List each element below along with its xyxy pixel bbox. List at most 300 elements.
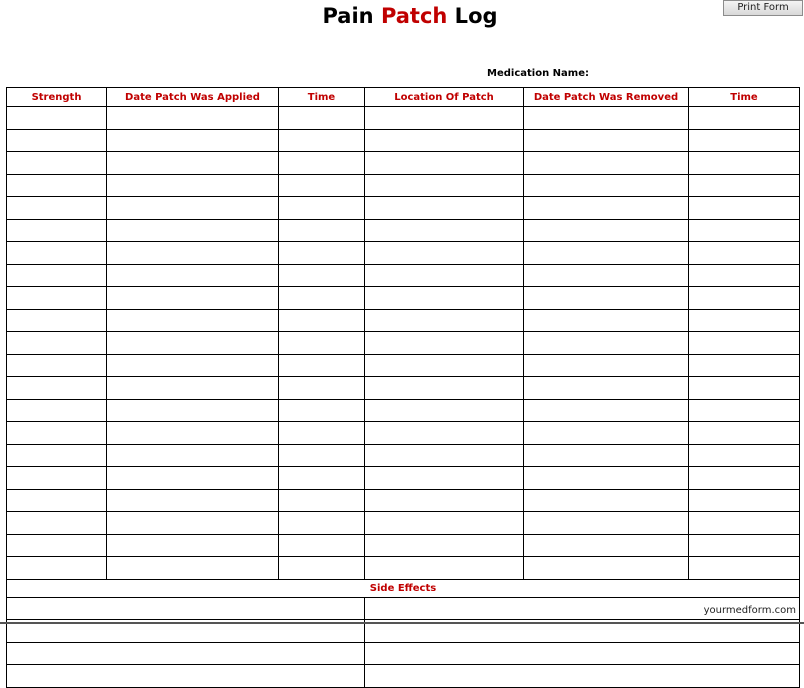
cell-date-applied: [107, 557, 279, 580]
side-effect-input[interactable]: [7, 646, 364, 664]
strength-input[interactable]: [7, 471, 106, 489]
date-applied-input[interactable]: [107, 268, 278, 286]
cell-date-applied: [107, 287, 279, 310]
time-applied-input[interactable]: [279, 133, 364, 151]
date-applied-input[interactable]: [107, 516, 278, 534]
cell-strength: [7, 129, 107, 152]
side-effect-input[interactable]: [365, 624, 799, 642]
cell-time-applied: [279, 197, 365, 220]
time-applied-input[interactable]: [279, 223, 364, 241]
date-removed-input[interactable]: [524, 516, 688, 534]
cell-strength: [7, 512, 107, 535]
strength-input[interactable]: [7, 156, 106, 174]
table-row: [7, 107, 800, 130]
date-applied-input[interactable]: [107, 201, 278, 219]
cell-time-applied: [279, 309, 365, 332]
cell-date-applied: [107, 467, 279, 490]
cell-date-removed: [524, 512, 689, 535]
cell-date-applied: [107, 489, 279, 512]
cell-strength: [7, 444, 107, 467]
location-input[interactable]: [365, 493, 523, 511]
date-applied-input[interactable]: [107, 403, 278, 421]
title-part-1: Pain: [322, 4, 381, 28]
location-input[interactable]: [365, 516, 523, 534]
side-effect-cell-right: [365, 642, 800, 665]
date-removed-input[interactable]: [524, 471, 688, 489]
location-input[interactable]: [365, 223, 523, 241]
time-applied-input[interactable]: [279, 201, 364, 219]
date-applied-input[interactable]: [107, 313, 278, 331]
cell-location: [365, 264, 524, 287]
cell-strength: [7, 264, 107, 287]
cell-location: [365, 422, 524, 445]
cell-time-applied: [279, 174, 365, 197]
date-removed-input[interactable]: [524, 156, 688, 174]
date-applied-input[interactable]: [107, 291, 278, 309]
side-effect-input[interactable]: [365, 646, 799, 664]
strength-input[interactable]: [7, 313, 106, 331]
cell-time-applied: [279, 107, 365, 130]
bottom-divider: [0, 622, 804, 624]
strength-input[interactable]: [7, 246, 106, 264]
side-effect-cell-left: [7, 642, 365, 665]
cell-time-removed: [689, 557, 800, 580]
cell-location: [365, 467, 524, 490]
cell-strength: [7, 467, 107, 490]
table-row: [7, 197, 800, 220]
time-removed-input[interactable]: [689, 516, 799, 534]
cell-strength: [7, 219, 107, 242]
table-row: [7, 129, 800, 152]
location-input[interactable]: [365, 358, 523, 376]
cell-location: [365, 557, 524, 580]
cell-time-applied: [279, 129, 365, 152]
date-removed-input[interactable]: [524, 448, 688, 466]
date-removed-input[interactable]: [524, 313, 688, 331]
time-removed-input[interactable]: [689, 381, 799, 399]
strength-input[interactable]: [7, 291, 106, 309]
time-removed-input[interactable]: [689, 156, 799, 174]
table-row: [7, 489, 800, 512]
cell-time-applied: [279, 557, 365, 580]
date-applied-input[interactable]: [107, 561, 278, 579]
cell-time-removed: [689, 354, 800, 377]
location-input[interactable]: [365, 201, 523, 219]
date-removed-input[interactable]: [524, 538, 688, 556]
cell-date-removed: [524, 264, 689, 287]
side-effect-input[interactable]: [7, 601, 364, 619]
date-applied-input[interactable]: [107, 336, 278, 354]
location-input[interactable]: [365, 156, 523, 174]
cell-location: [365, 107, 524, 130]
cell-time-removed: [689, 129, 800, 152]
cell-time-removed: [689, 174, 800, 197]
cell-date-applied: [107, 377, 279, 400]
col-header-date-removed: Date Patch Was Removed: [524, 88, 689, 107]
cell-strength: [7, 197, 107, 220]
time-removed-input[interactable]: [689, 201, 799, 219]
table-row: [7, 444, 800, 467]
strength-input[interactable]: [7, 178, 106, 196]
time-removed-input[interactable]: [689, 448, 799, 466]
time-removed-input[interactable]: [689, 493, 799, 511]
table-row: [7, 219, 800, 242]
strength-input[interactable]: [7, 336, 106, 354]
time-applied-input[interactable]: [279, 313, 364, 331]
time-applied-input[interactable]: [279, 111, 364, 129]
cell-date-applied: [107, 444, 279, 467]
location-input[interactable]: [365, 133, 523, 151]
date-applied-input[interactable]: [107, 493, 278, 511]
location-input[interactable]: [365, 291, 523, 309]
cell-date-removed: [524, 489, 689, 512]
cell-time-applied: [279, 377, 365, 400]
location-input[interactable]: [365, 561, 523, 579]
time-applied-input[interactable]: [279, 516, 364, 534]
title-part-2: Patch: [380, 4, 448, 28]
cell-time-removed: [689, 489, 800, 512]
date-removed-input[interactable]: [524, 291, 688, 309]
cell-time-applied: [279, 264, 365, 287]
cell-time-removed: [689, 219, 800, 242]
location-input[interactable]: [365, 336, 523, 354]
date-applied-input[interactable]: [107, 471, 278, 489]
cell-date-removed: [524, 152, 689, 175]
strength-input[interactable]: [7, 381, 106, 399]
cell-date-removed: [524, 332, 689, 355]
date-removed-input[interactable]: [524, 336, 688, 354]
strength-input[interactable]: [7, 201, 106, 219]
side-effect-input[interactable]: [7, 669, 364, 687]
cell-strength: [7, 534, 107, 557]
time-removed-input[interactable]: [689, 403, 799, 421]
date-removed-input[interactable]: [524, 223, 688, 241]
cell-date-removed: [524, 197, 689, 220]
cell-date-applied: [107, 512, 279, 535]
cell-strength: [7, 332, 107, 355]
cell-location: [365, 354, 524, 377]
strength-input[interactable]: [7, 426, 106, 444]
cell-time-removed: [689, 512, 800, 535]
cell-location: [365, 489, 524, 512]
cell-location: [365, 332, 524, 355]
cell-date-applied: [107, 264, 279, 287]
side-effect-cell-left: [7, 597, 365, 620]
cell-date-applied: [107, 107, 279, 130]
time-applied-input[interactable]: [279, 291, 364, 309]
cell-date-applied: [107, 534, 279, 557]
col-header-date-applied: Date Patch Was Applied: [107, 88, 279, 107]
cell-time-removed: [689, 152, 800, 175]
cell-time-applied: [279, 219, 365, 242]
time-removed-input[interactable]: [689, 111, 799, 129]
time-removed-input[interactable]: [689, 358, 799, 376]
time-removed-input[interactable]: [689, 426, 799, 444]
cell-strength: [7, 174, 107, 197]
time-applied-input[interactable]: [279, 268, 364, 286]
table-row: [7, 422, 800, 445]
date-applied-input[interactable]: [107, 448, 278, 466]
side-effects-section: [7, 579, 800, 687]
date-removed-input[interactable]: [524, 561, 688, 579]
location-input[interactable]: [365, 426, 523, 444]
cell-date-applied: [107, 219, 279, 242]
date-removed-input[interactable]: [524, 133, 688, 151]
table-row: [7, 354, 800, 377]
medication-name-label: Medication Name:: [487, 68, 589, 79]
date-applied-input[interactable]: [107, 111, 278, 129]
cell-time-applied: [279, 444, 365, 467]
date-removed-input[interactable]: [524, 493, 688, 511]
time-applied-input[interactable]: [279, 471, 364, 489]
strength-input[interactable]: [7, 223, 106, 241]
cell-time-removed: [689, 309, 800, 332]
side-effect-input[interactable]: [365, 669, 799, 687]
cell-date-removed: [524, 557, 689, 580]
cell-location: [365, 152, 524, 175]
cell-strength: [7, 557, 107, 580]
time-removed-input[interactable]: [689, 133, 799, 151]
date-applied-input[interactable]: [107, 223, 278, 241]
time-applied-input[interactable]: [279, 381, 364, 399]
cell-date-removed: [524, 467, 689, 490]
cell-strength: [7, 309, 107, 332]
date-applied-input[interactable]: [107, 156, 278, 174]
cell-time-applied: [279, 399, 365, 422]
cell-location: [365, 534, 524, 557]
log-body: [7, 107, 800, 580]
date-applied-input[interactable]: [107, 426, 278, 444]
time-removed-input[interactable]: [689, 471, 799, 489]
table-row: [7, 264, 800, 287]
time-applied-input[interactable]: [279, 561, 364, 579]
cell-time-applied: [279, 354, 365, 377]
date-removed-input[interactable]: [524, 426, 688, 444]
cell-strength: [7, 242, 107, 265]
strength-input[interactable]: [7, 358, 106, 376]
strength-input[interactable]: [7, 538, 106, 556]
cell-date-removed: [524, 242, 689, 265]
cell-time-removed: [689, 242, 800, 265]
col-header-time-removed: Time: [689, 88, 800, 107]
cell-location: [365, 377, 524, 400]
table-row: [7, 399, 800, 422]
date-removed-input[interactable]: [524, 268, 688, 286]
time-applied-input[interactable]: [279, 448, 364, 466]
cell-location: [365, 197, 524, 220]
medication-name-input[interactable]: [590, 66, 790, 81]
cell-time-removed: [689, 422, 800, 445]
side-effect-input[interactable]: [7, 624, 364, 642]
time-applied-input[interactable]: [279, 178, 364, 196]
time-removed-input[interactable]: [689, 178, 799, 196]
cell-location: [365, 129, 524, 152]
time-removed-input[interactable]: [689, 291, 799, 309]
cell-date-removed: [524, 354, 689, 377]
cell-time-applied: [279, 152, 365, 175]
table-row: [7, 152, 800, 175]
time-applied-input[interactable]: [279, 403, 364, 421]
side-effects-title-row: [7, 579, 800, 597]
cell-time-removed: [689, 399, 800, 422]
strength-input[interactable]: [7, 111, 106, 129]
strength-input[interactable]: [7, 448, 106, 466]
date-applied-input[interactable]: [107, 133, 278, 151]
cell-time-applied: [279, 489, 365, 512]
location-input[interactable]: [365, 538, 523, 556]
cell-location: [365, 242, 524, 265]
location-input[interactable]: [365, 313, 523, 331]
cell-strength: [7, 489, 107, 512]
strength-input[interactable]: [7, 133, 106, 151]
time-applied-input[interactable]: [279, 246, 364, 264]
table-row: [7, 242, 800, 265]
cell-strength: [7, 399, 107, 422]
cell-strength: [7, 377, 107, 400]
cell-date-applied: [107, 174, 279, 197]
date-removed-input[interactable]: [524, 381, 688, 399]
strength-input[interactable]: [7, 403, 106, 421]
cell-time-removed: [689, 534, 800, 557]
side-effects-label: Side Effects: [7, 579, 800, 597]
page-title: [0, 4, 804, 28]
cell-strength: [7, 107, 107, 130]
strength-input[interactable]: [7, 561, 106, 579]
time-applied-input[interactable]: [279, 538, 364, 556]
cell-time-applied: [279, 242, 365, 265]
cell-date-removed: [524, 174, 689, 197]
strength-input[interactable]: [7, 268, 106, 286]
cell-date-applied: [107, 399, 279, 422]
table-row: [7, 287, 800, 310]
cell-time-applied: [279, 512, 365, 535]
cell-date-applied: [107, 422, 279, 445]
cell-time-removed: [689, 444, 800, 467]
time-applied-input[interactable]: [279, 156, 364, 174]
print-form-button[interactable]: Print Form: [723, 0, 803, 16]
strength-input[interactable]: [7, 516, 106, 534]
table-row: [7, 309, 800, 332]
table-row: [7, 377, 800, 400]
table-row: [7, 174, 800, 197]
time-applied-input[interactable]: [279, 426, 364, 444]
cell-time-applied: [279, 332, 365, 355]
time-applied-input[interactable]: [279, 336, 364, 354]
cell-location: [365, 444, 524, 467]
cell-time-removed: [689, 264, 800, 287]
cell-date-applied: [107, 332, 279, 355]
cell-date-removed: [524, 422, 689, 445]
time-removed-input[interactable]: [689, 538, 799, 556]
time-applied-input[interactable]: [279, 358, 364, 376]
time-removed-input[interactable]: [689, 268, 799, 286]
side-effects-row: [7, 665, 800, 688]
cell-time-applied: [279, 467, 365, 490]
time-applied-input[interactable]: [279, 493, 364, 511]
col-header-location: Location Of Patch: [365, 88, 524, 107]
location-input[interactable]: [365, 448, 523, 466]
time-removed-input[interactable]: [689, 223, 799, 241]
cell-date-removed: [524, 444, 689, 467]
date-applied-input[interactable]: [107, 381, 278, 399]
cell-time-removed: [689, 377, 800, 400]
cell-date-removed: [524, 377, 689, 400]
cell-time-applied: [279, 422, 365, 445]
date-removed-input[interactable]: [524, 246, 688, 264]
date-applied-input[interactable]: [107, 538, 278, 556]
cell-date-removed: [524, 534, 689, 557]
col-header-strength: Strength: [7, 88, 107, 107]
cell-date-applied: [107, 129, 279, 152]
date-applied-input[interactable]: [107, 358, 278, 376]
cell-time-removed: [689, 332, 800, 355]
table-row: [7, 332, 800, 355]
table-row: [7, 512, 800, 535]
location-input[interactable]: [365, 111, 523, 129]
cell-time-removed: [689, 197, 800, 220]
cell-strength: [7, 422, 107, 445]
footer-website: yourmedform.com: [703, 605, 796, 616]
cell-strength: [7, 152, 107, 175]
table-row: [7, 557, 800, 580]
cell-date-removed: [524, 129, 689, 152]
cell-strength: [7, 287, 107, 310]
cell-date-removed: [524, 219, 689, 242]
side-effect-cell-left: [7, 665, 365, 688]
strength-input[interactable]: [7, 493, 106, 511]
date-applied-input[interactable]: [107, 246, 278, 264]
date-removed-input[interactable]: [524, 201, 688, 219]
cell-time-applied: [279, 534, 365, 557]
cell-date-applied: [107, 242, 279, 265]
table-row: [7, 534, 800, 557]
cell-date-removed: [524, 287, 689, 310]
side-effect-cell-right: [365, 665, 800, 688]
date-removed-input[interactable]: [524, 358, 688, 376]
time-removed-input[interactable]: [689, 561, 799, 579]
date-removed-input[interactable]: [524, 178, 688, 196]
cell-location: [365, 174, 524, 197]
location-input[interactable]: [365, 178, 523, 196]
cell-date-applied: [107, 309, 279, 332]
cell-time-applied: [279, 287, 365, 310]
location-input[interactable]: [365, 471, 523, 489]
cell-location: [365, 512, 524, 535]
time-removed-input[interactable]: [689, 313, 799, 331]
cell-time-removed: [689, 467, 800, 490]
cell-time-removed: [689, 287, 800, 310]
time-removed-input[interactable]: [689, 246, 799, 264]
date-applied-input[interactable]: [107, 178, 278, 196]
title-part-3: Log: [447, 4, 498, 28]
cell-date-applied: [107, 354, 279, 377]
location-input[interactable]: [365, 246, 523, 264]
cell-date-removed: [524, 309, 689, 332]
date-removed-input[interactable]: [524, 403, 688, 421]
cell-date-applied: [107, 152, 279, 175]
cell-location: [365, 399, 524, 422]
time-removed-input[interactable]: [689, 336, 799, 354]
cell-location: [365, 287, 524, 310]
location-input[interactable]: [365, 381, 523, 399]
header-row: [7, 88, 800, 107]
location-input[interactable]: [365, 268, 523, 286]
cell-time-removed: [689, 107, 800, 130]
date-removed-input[interactable]: [524, 111, 688, 129]
location-input[interactable]: [365, 403, 523, 421]
cell-date-removed: [524, 107, 689, 130]
cell-location: [365, 219, 524, 242]
